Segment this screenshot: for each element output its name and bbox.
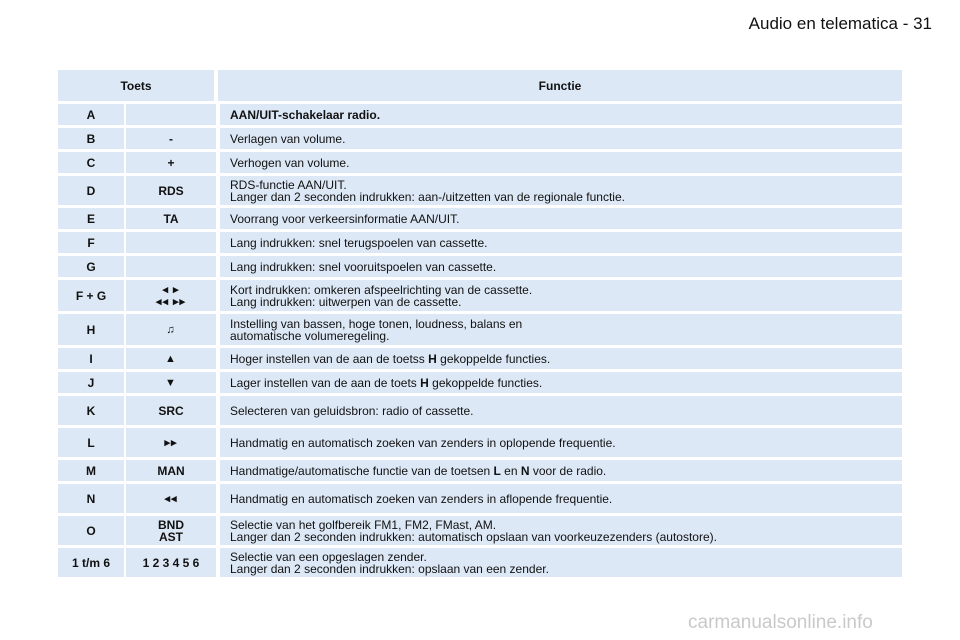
row-function: Verhogen van volume. — [220, 152, 902, 173]
row-function: Voorrang voor verkeersinformatie AAN/UIT. — [220, 208, 902, 229]
rewind-icon: ◂◂ — [126, 484, 216, 513]
arrows-left-right: ◂ ▸ ◂◂ ▸▸ — [126, 280, 216, 311]
row-symbol — [126, 104, 216, 125]
row-symbol: - — [126, 128, 216, 149]
table-row — [58, 372, 902, 393]
table-row — [58, 104, 902, 125]
row-key: N — [58, 484, 124, 513]
table-row — [58, 208, 902, 229]
row-symbol: + — [126, 152, 216, 173]
row-symbol — [126, 232, 216, 253]
row-key: L — [58, 428, 124, 457]
row-symbol: BND AST — [126, 516, 216, 545]
row-symbol: MAN — [126, 460, 216, 481]
function-table — [58, 70, 902, 580]
row-function: Handmatige/automatische functie van de toetsen L en N voor de radio. — [220, 460, 902, 481]
row-function: Selecteren van geluidsbron: radio of cassette. — [220, 396, 902, 425]
header-function: Functie — [218, 70, 902, 101]
music-note-icon: ♫ — [126, 314, 216, 345]
row-function: Hoger instellen van de aan de toetss H gekoppelde functies. — [220, 348, 902, 369]
table-row — [58, 348, 902, 369]
row-key: K — [58, 396, 124, 425]
table-row — [58, 176, 902, 205]
table-header-row — [58, 70, 902, 101]
table-row — [58, 460, 902, 481]
row-key: M — [58, 460, 124, 481]
table-row — [58, 314, 902, 345]
table-row — [58, 516, 902, 545]
table-row — [58, 548, 902, 577]
table-row — [58, 232, 902, 253]
table-row — [58, 428, 902, 457]
watermark: carmanualsonline.info — [688, 612, 873, 633]
row-key: F + G — [58, 280, 124, 311]
row-function: Handmatig en automatisch zoeken van zenders in aflopende frequentie. — [220, 484, 902, 513]
row-key: C — [58, 152, 124, 173]
row-function: Selectie van het golfbereik FM1, FM2, FMast, AM. Langer dan 2 seconden indrukken: automatisch opslaan van voorkeuzezenders (autostore). — [220, 516, 902, 545]
row-symbol: RDS — [126, 176, 216, 205]
arrow-up-icon: ▲ — [126, 348, 216, 369]
row-key: I — [58, 348, 124, 369]
table-row — [58, 484, 902, 513]
row-key: H — [58, 314, 124, 345]
table-row — [58, 280, 902, 311]
table-row — [58, 396, 902, 425]
row-key: G — [58, 256, 124, 277]
row-function: Lager instellen van de aan de toets H gekoppelde functies. — [220, 372, 902, 393]
arrow-down-icon: ▼ — [126, 372, 216, 393]
page-title: Audio en telematica - 31 — [748, 14, 932, 33]
fast-forward-icon: ▸▸ — [126, 428, 216, 457]
row-function: Verlagen van volume. — [220, 128, 902, 149]
row-function: RDS-functie AAN/UIT. Langer dan 2 seconden indrukken: aan-/uitzetten van de regionale functie. — [220, 176, 902, 205]
row-key: D — [58, 176, 124, 205]
row-key: J — [58, 372, 124, 393]
row-function: Handmatig en automatisch zoeken van zenders in oplopende frequentie. — [220, 428, 902, 457]
row-symbol: TA — [126, 208, 216, 229]
row-function: Lang indrukken: snel vooruitspoelen van cassette. — [220, 256, 902, 277]
row-key: 1 t/m 6 — [58, 548, 124, 577]
row-key: O — [58, 516, 124, 545]
row-key: A — [58, 104, 124, 125]
row-key: F — [58, 232, 124, 253]
row-symbol — [126, 256, 216, 277]
row-function: Selectie van een opgeslagen zender. Langer dan 2 seconden indrukken: opslaan van een zender. — [220, 548, 902, 577]
row-function: Instelling van bassen, hoge tonen, loudness, balans en automatische volumeregeling. — [220, 314, 902, 345]
table-row — [58, 128, 902, 149]
table-row — [58, 152, 902, 173]
row-symbol: 1 2 3 4 5 6 — [126, 548, 216, 577]
row-symbol: SRC — [126, 396, 216, 425]
row-key: B — [58, 128, 124, 149]
header-key: Toets — [58, 70, 214, 101]
table-row — [58, 256, 902, 277]
row-key: E — [58, 208, 124, 229]
row-function: AAN/UIT-schakelaar radio. — [220, 104, 902, 125]
row-function: Kort indrukken: omkeren afspeelrichting van de cassette. Lang indrukken: uitwerpen van de cassette. — [220, 280, 902, 311]
row-function: Lang indrukken: snel terugspoelen van cassette. — [220, 232, 902, 253]
